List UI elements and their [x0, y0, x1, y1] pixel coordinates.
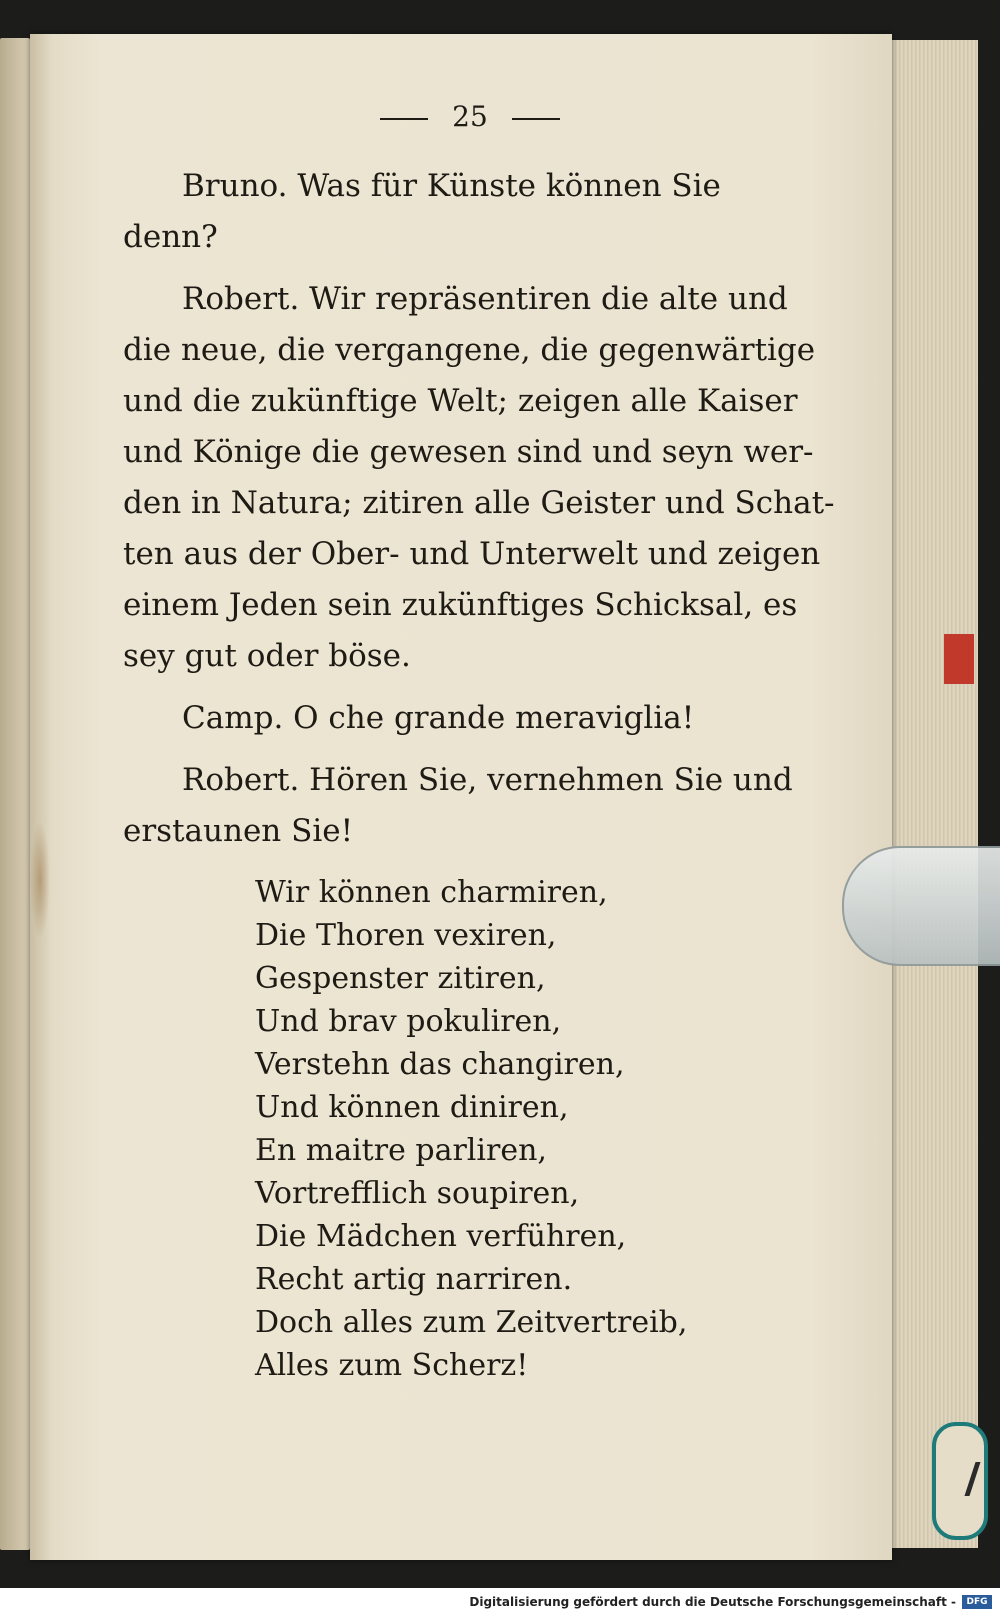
robert-speech-line-2: die neue, die vergangene, die gegenwärtige: [123, 332, 816, 368]
robert-speech-line-6: ten aus der Ober- und Unterwelt und zeigen: [123, 536, 821, 572]
robert-exclaim-line-2: erstaunen Sie!: [123, 813, 354, 849]
robert-speech-line-7: einem Jeden sein zukünftiges Schicksal, es: [123, 587, 798, 623]
verse-line-2: Die Thoren vexiren,: [255, 918, 557, 953]
page-number-header: [0, 100, 940, 133]
verse-line-3: Gespenster zitiren,: [255, 961, 546, 996]
robert-speech-line-3: und die zukünftige Welt; zeigen alle Kaiser: [123, 383, 798, 419]
verse-line-7: En maitre parliren,: [255, 1133, 547, 1168]
verse-line-5: Verstehn das changiren,: [255, 1047, 625, 1082]
verse-line-10: Recht artig narriren.: [255, 1262, 573, 1297]
camp-line: Camp. O che grande meraviglia!: [182, 700, 695, 736]
verse-line-11: Doch alles zum Zeitvertreib,: [255, 1305, 688, 1340]
robert-speech-line-4: und Könige die gewesen sind und seyn wer-: [123, 434, 814, 470]
robert-speech-line-1: Robert. Wir repräsentiren die alte und: [182, 281, 788, 317]
page-stack-edges: [880, 40, 978, 1548]
robert-speech-line-8: sey gut oder böse.: [123, 638, 411, 674]
verse-line-4: Und brav pokuliren,: [255, 1004, 562, 1039]
binding-stain: [30, 820, 50, 940]
verse-line-1: Wir können charmiren,: [255, 875, 608, 910]
bruno-line-2: denn?: [123, 219, 218, 255]
robert-speech-line-5: den in Natura; zitiren alle Geister und Schat-: [123, 485, 835, 521]
robert-exclaim-line-1: Robert. Hören Sie, vernehmen Sie und: [182, 762, 793, 798]
header-dash-left: [380, 118, 428, 120]
page-number: 25: [452, 100, 488, 133]
header-dash-right: [512, 118, 560, 120]
library-stamp: [932, 1422, 988, 1540]
verse-line-6: Und können diniren,: [255, 1090, 569, 1125]
footer-credit: Digitalisierung gefördert durch die Deutsche Forschungsgemeinschaft -: [469, 1595, 956, 1609]
stamp-mark: [942, 1462, 980, 1496]
left-page-edge: [0, 38, 30, 1550]
red-bookmark-tab: [944, 634, 974, 684]
verse-line-9: Die Mädchen verführen,: [255, 1219, 627, 1254]
verse-line-12: Alles zum Scherz!: [255, 1348, 529, 1383]
page-clip: [842, 846, 1000, 966]
footer-bar: [0, 1588, 1000, 1614]
dfg-logo: DFG: [962, 1595, 992, 1609]
bruno-line-1: Bruno. Was für Künste können Sie: [182, 168, 721, 204]
verse-line-8: Vortrefflich soupiren,: [255, 1176, 580, 1211]
